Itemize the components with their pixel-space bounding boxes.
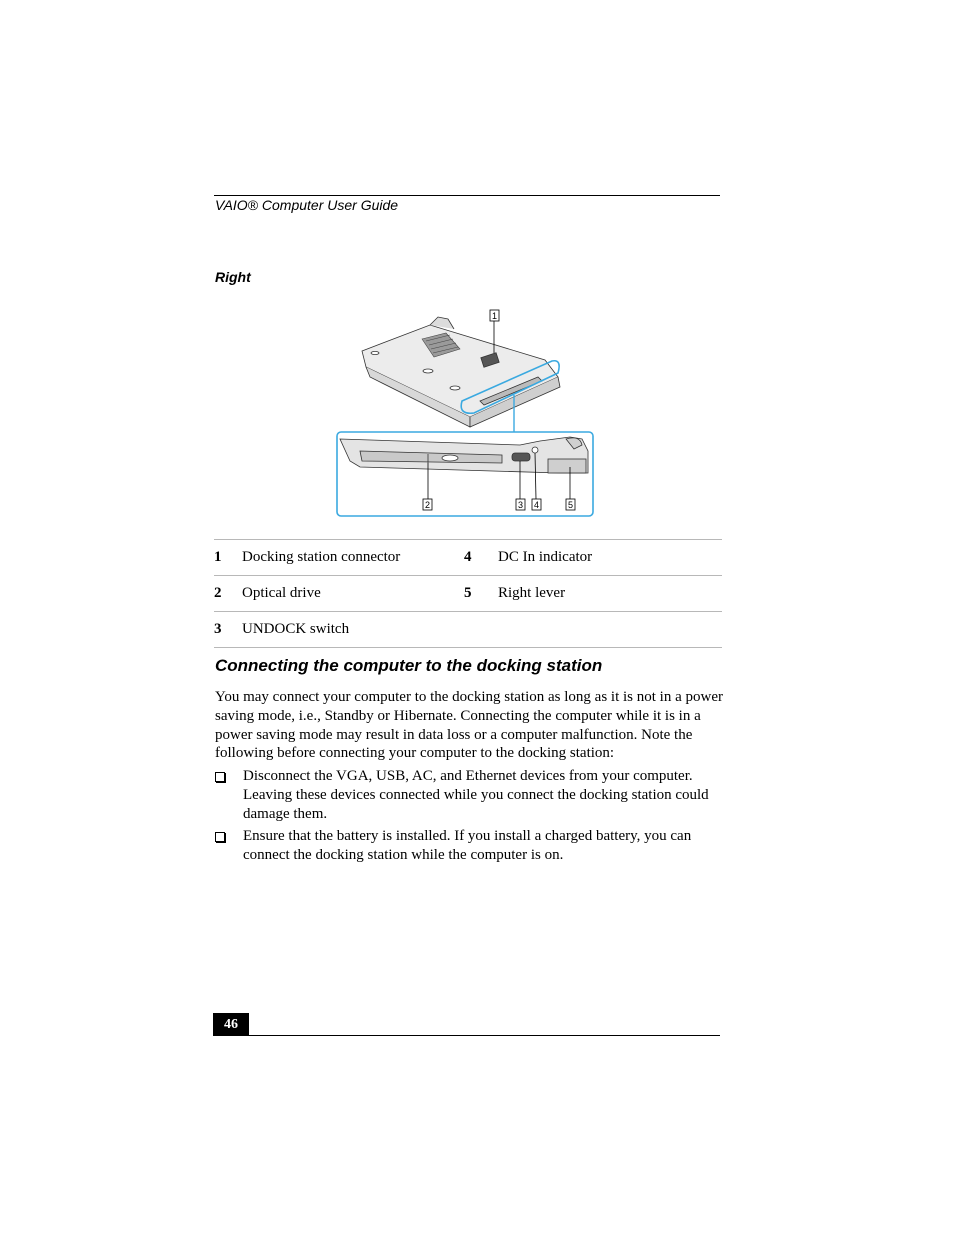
list-item	[215, 767, 723, 823]
callout-2-number: 2	[424, 500, 431, 510]
table-row	[214, 576, 722, 612]
bullet-list	[215, 767, 723, 869]
callout-legend-table	[214, 539, 722, 648]
callout-label: Optical drive	[242, 576, 464, 612]
body-paragraph: You may connect your computer to the docking station as long as it is not in a power saving mode, i.e., Standby or Hibernate. Connecting the computer while it is in a power saving mode may result in data loss or a computer malfunction. Note the following before connecting your computer to the docking station:	[215, 689, 723, 762]
callout-3-number: 3	[517, 500, 524, 510]
callout-label: DC In indicator	[498, 540, 722, 576]
list-item	[215, 827, 723, 865]
figure-caption: Right	[215, 269, 251, 285]
header-rule	[214, 195, 720, 196]
list-item-text: Ensure that the battery is installed. If you install a charged battery, you can connect the docking station while the computer is on.	[243, 828, 692, 864]
docking-station-illustration	[330, 305, 600, 523]
callout-number: 4	[464, 540, 498, 576]
table-row	[214, 540, 722, 576]
callout-1-number: 1	[491, 311, 498, 321]
docking-station-top-view	[362, 317, 560, 427]
section-heading: Connecting the computer to the docking station	[215, 656, 603, 675]
callout-label: Right lever	[498, 576, 722, 612]
callout-5-number: 5	[567, 500, 574, 510]
callout-label: UNDOCK switch	[242, 612, 464, 648]
callout-label: Docking station connector	[242, 540, 464, 576]
checkbox-bullet-icon	[215, 832, 225, 842]
empty-cell	[498, 612, 722, 648]
callout-number: 2	[214, 576, 242, 612]
running-header: VAIO® Computer User Guide	[215, 197, 399, 213]
callout-4-number: 4	[533, 500, 540, 510]
checkbox-bullet-icon	[215, 772, 225, 782]
footer-rule	[213, 1035, 720, 1036]
callout-number: 1	[214, 540, 242, 576]
page-number: 46	[213, 1013, 249, 1036]
callout-number: 5	[464, 576, 498, 612]
empty-cell	[464, 612, 498, 648]
list-item-text: Disconnect the VGA, USB, AC, and Ethernet devices from your computer. Leaving these devices connected while you connect the docking station could damage them.	[243, 768, 709, 822]
table-row	[214, 612, 722, 648]
callout-number: 3	[214, 612, 242, 648]
